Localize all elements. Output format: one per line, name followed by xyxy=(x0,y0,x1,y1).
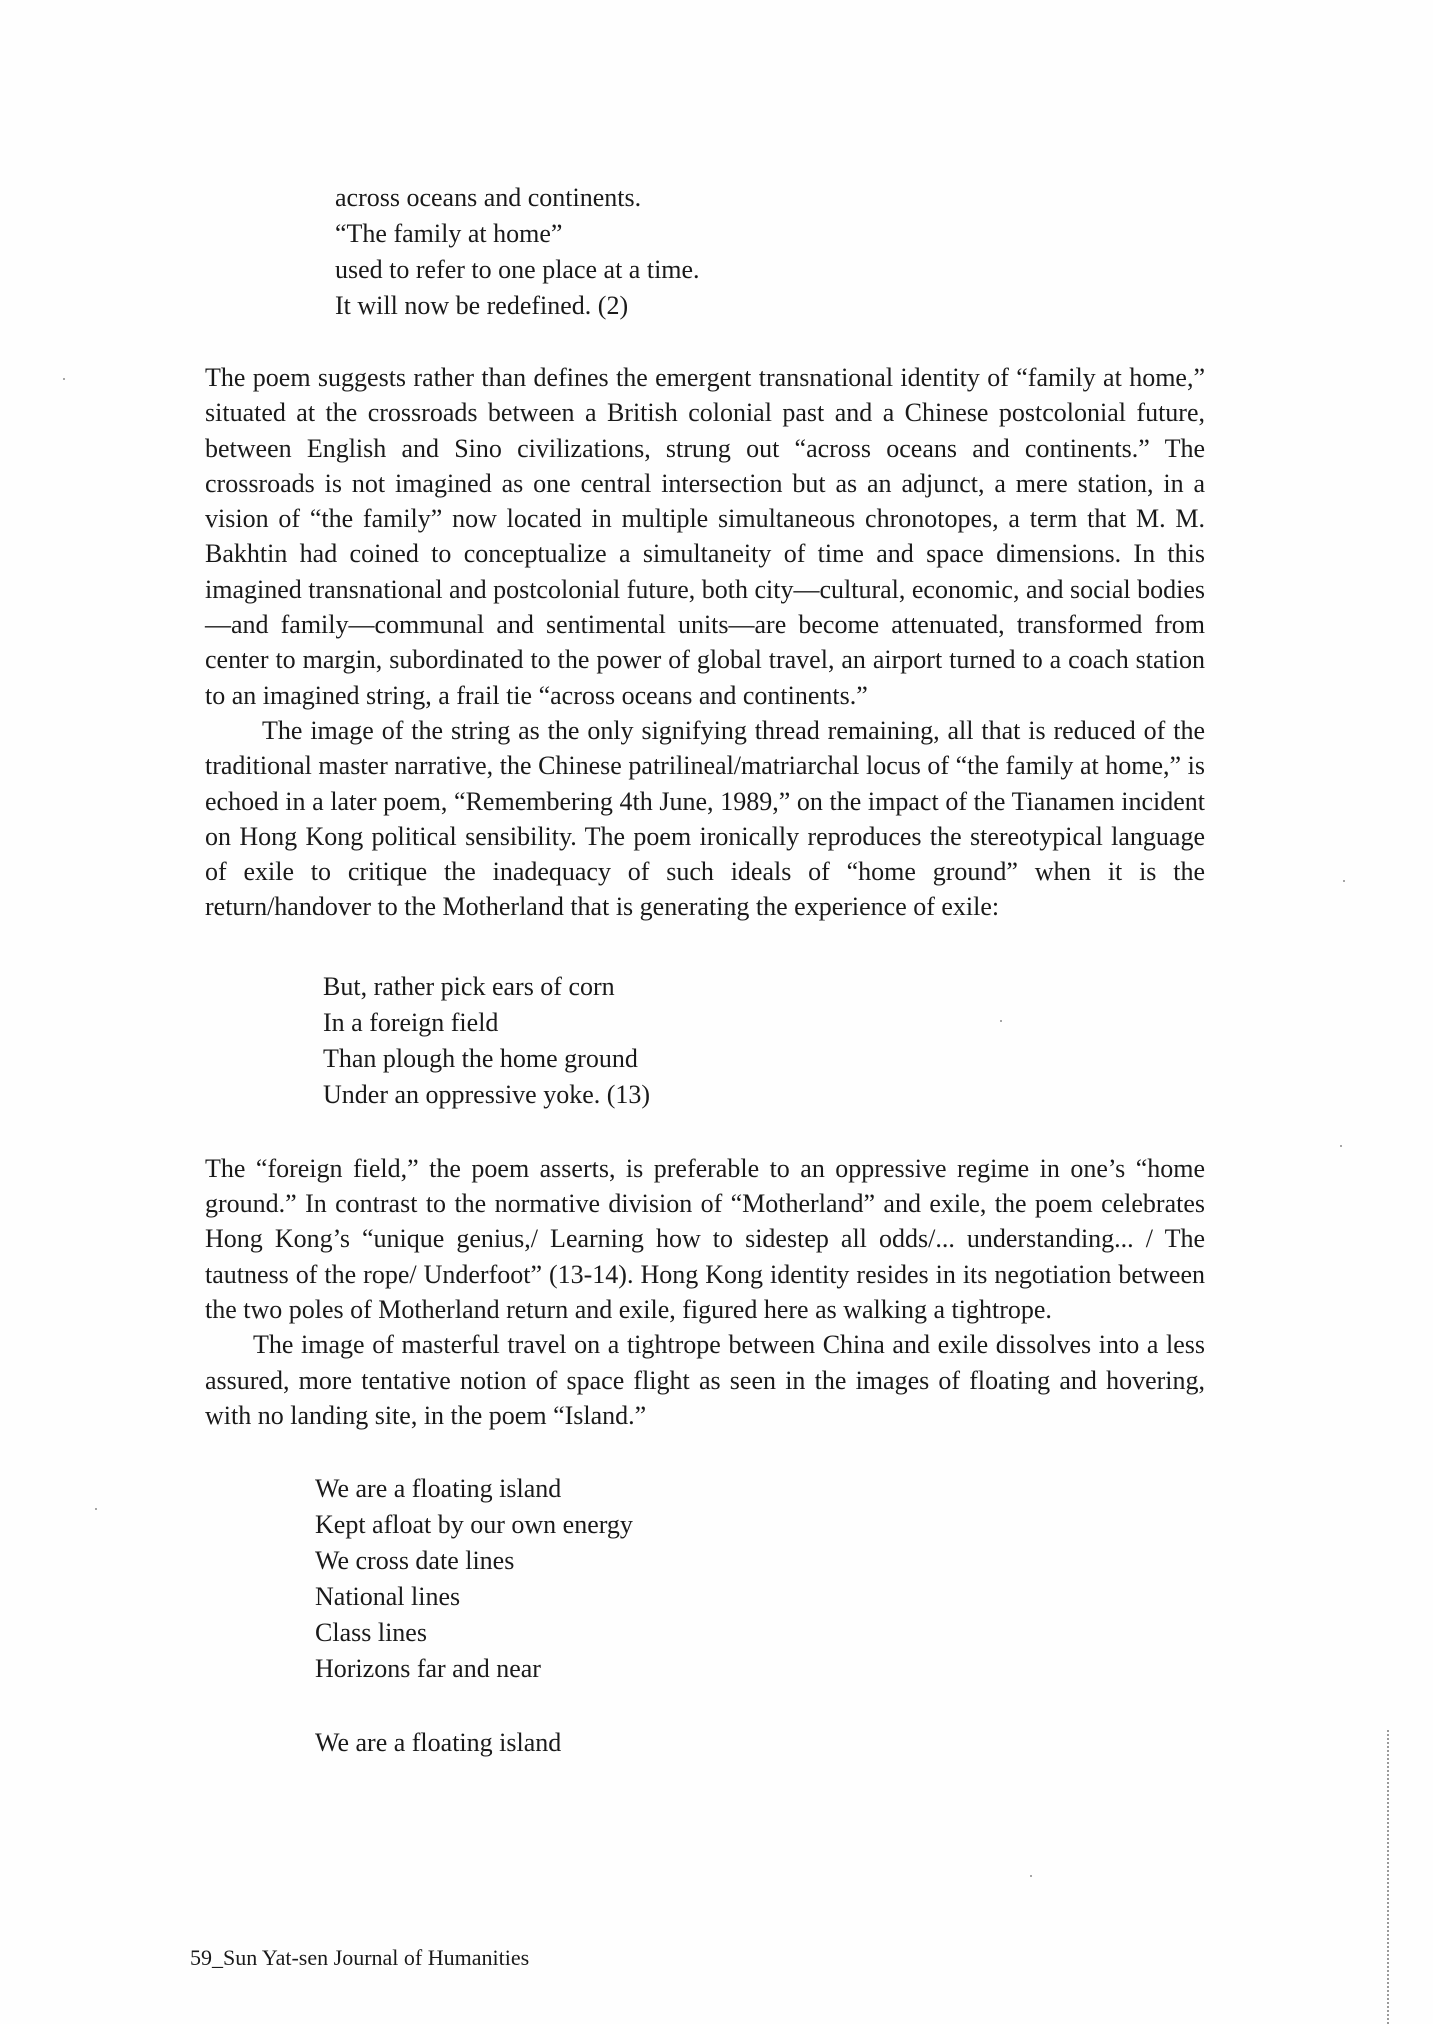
scan-speck xyxy=(95,1508,97,1510)
page-footer: 59_Sun Yat-sen Journal of Humanities xyxy=(190,1945,530,1970)
poem-line: In a foreign field xyxy=(323,1007,499,1037)
poem-line: It will now be redefined. (2) xyxy=(335,291,629,320)
scan-speck xyxy=(63,378,65,380)
body-paragraph-2: The image of the string as the only signifying thread remaining, all that is reduced of the traditional master narrative, the Chinese patrilineal/matriarchal locus of “the family at home,” is echoed in a later poem, “Remembering 4th June, 1989,” on the impact of the Tianamen incident on Hong Kong political sensibility. The poem ironically reproduces the stereotypical language of exile to critique the inadequacy of such ideals of “home ground” when it is the return/handover to the Motherland that is generating the experience of exile: xyxy=(205,715,1205,922)
poem-line: Than plough the home ground xyxy=(323,1043,638,1073)
poem-line: Under an oppressive yoke. (13) xyxy=(323,1079,651,1109)
poem-line: used to refer to one place at a time. xyxy=(335,255,700,284)
scan-edge-mark xyxy=(1387,1730,1389,2024)
scan-speck xyxy=(1343,880,1345,882)
poem-stanza-3 xyxy=(315,1471,1205,1687)
body-paragraph-4: The image of masterful travel on a tightrope between China and exile dissolves into a less assured, more tentative notion of space flight as seen in the images of floating and hovering, with no landing site, in the poem “Island.” xyxy=(205,1330,1205,1430)
scan-speck xyxy=(1030,1875,1032,1877)
text-column xyxy=(205,180,1205,1761)
poem-line: But, rather pick ears of corn xyxy=(323,971,615,1001)
poem-line: Class lines xyxy=(315,1618,427,1648)
poem-line: We are a floating island xyxy=(315,1474,562,1504)
poem-line: “The family at home” xyxy=(335,219,563,248)
scan-speck xyxy=(1000,1020,1002,1022)
poem-stanza-1 xyxy=(335,180,1205,324)
poem-line: across oceans and continents. xyxy=(335,183,642,212)
poem-line: National lines xyxy=(315,1582,461,1612)
poem-line: We cross date lines xyxy=(315,1546,515,1576)
body-paragraph-3: The “foreign field,” the poem asserts, is preferable to an oppressive regime in one’s “home ground.” In contrast to the normative division of “Motherland” and exile, the poem celebrates Hong Kong’s “unique genius,/ Learning how to sidestep all odds/... understanding... / The tautness of the rope/ Underfoot” (13-14). Hong Kong identity resides in its negotiation between the two poles of Motherland return and exile, figured here as walking a tightrope. xyxy=(205,1153,1205,1324)
poem-stanza-4 xyxy=(315,1725,1205,1761)
poem-line: Horizons far and near xyxy=(315,1654,541,1684)
poem-line: We are a floating island xyxy=(315,1728,562,1758)
poem-stanza-2 xyxy=(323,969,1205,1113)
body-paragraph-1: The poem suggests rather than defines the emergent transnational identity of “family at home,” situated at the crossroads between a British colonial past and a Chinese postcolonial future, between English and Sino civilizations, strung out “across oceans and continents.” The crossroads is not imagined as one central intersection but as an adjunct, a mere station, in a vision of “the family” now located in multiple simultaneous chronotopes, a term that M. M. Bakhtin had coined to conceptualize a simultaneity of time and space dimensions. In this imagined transnational and postcolonial future, both city—cultural, economic, and social bodies—and family—communal and sentimental units—are become attenuated, transformed from center to margin, subordinated to the power of global travel, an airport turned to a coach station to an imagined string, a frail tie “across oceans and continents.” xyxy=(205,363,1206,710)
poem-line: Kept afloat by our own energy xyxy=(315,1510,633,1540)
scan-speck xyxy=(1340,1145,1342,1147)
